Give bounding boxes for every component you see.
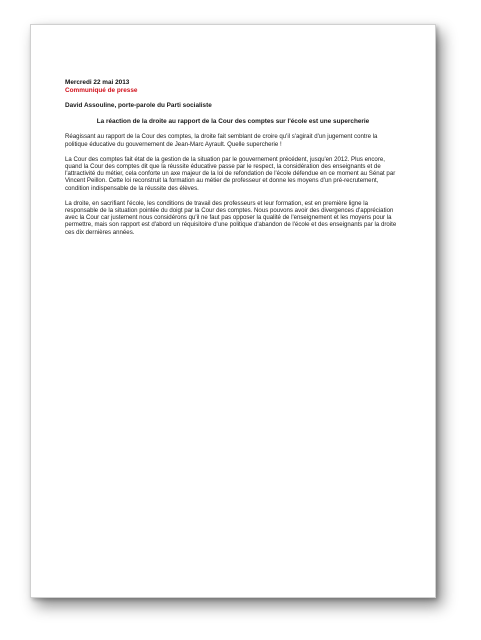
document-content <box>65 79 401 236</box>
paragraph-2: La Cour des comptes fait état de la gestion de la situation par le gouvernement précédent, jusqu'en 2012. Plus encore, quand la Cour des comptes dit que la réussite éducative passe par le respect, la considération des enseignants et de l'attractivité du métier, cela conforte un axe majeur de la loi de refondation de l'école défendue en ce moment au Sénat par Vincent Peillon. Cette loi reconstruit la formation au métier de professeur et donne les moyens d'un pré-recrutement, condition indispensable de la réussite des élèves. <box>65 155 396 192</box>
document-author: David Assouline, porte-parole du Parti socialiste <box>65 102 212 110</box>
document-date: Mercredi 22 mai 2013 <box>65 79 130 86</box>
paragraph-3: La droite, en sacrifiant l'école, les conditions de travail des professeurs et leur formation, est en première ligne la responsable de la situation pointée du doigt par la Cour des comptes. Nous pouvons avoir des divergences d'appréciation avec la Cour car justement nous considérons qu'il ne faut pas opposer la qualité de l'enseignement et les moyens pour la permettre, mais son rapport est d'abord un réquisitoire d'une politique d'abandon de l'école et des enseignants par la droite ces dix dernières années. <box>65 199 397 236</box>
document-title: La réaction de la droite au rapport de la Cour des comptes sur l'école est une supercherie <box>96 117 370 125</box>
document-page <box>30 24 436 598</box>
paragraph-1: Réagissant au rapport de la Cour des comptes, la droite fait semblant de croire qu'il s'agirait d'un jugement contre la politique éducative du gouvernement de Jean-Marc Ayrault. Quelle supercherie ! <box>65 133 378 148</box>
press-release-label: Communiqué de presse <box>65 86 138 94</box>
